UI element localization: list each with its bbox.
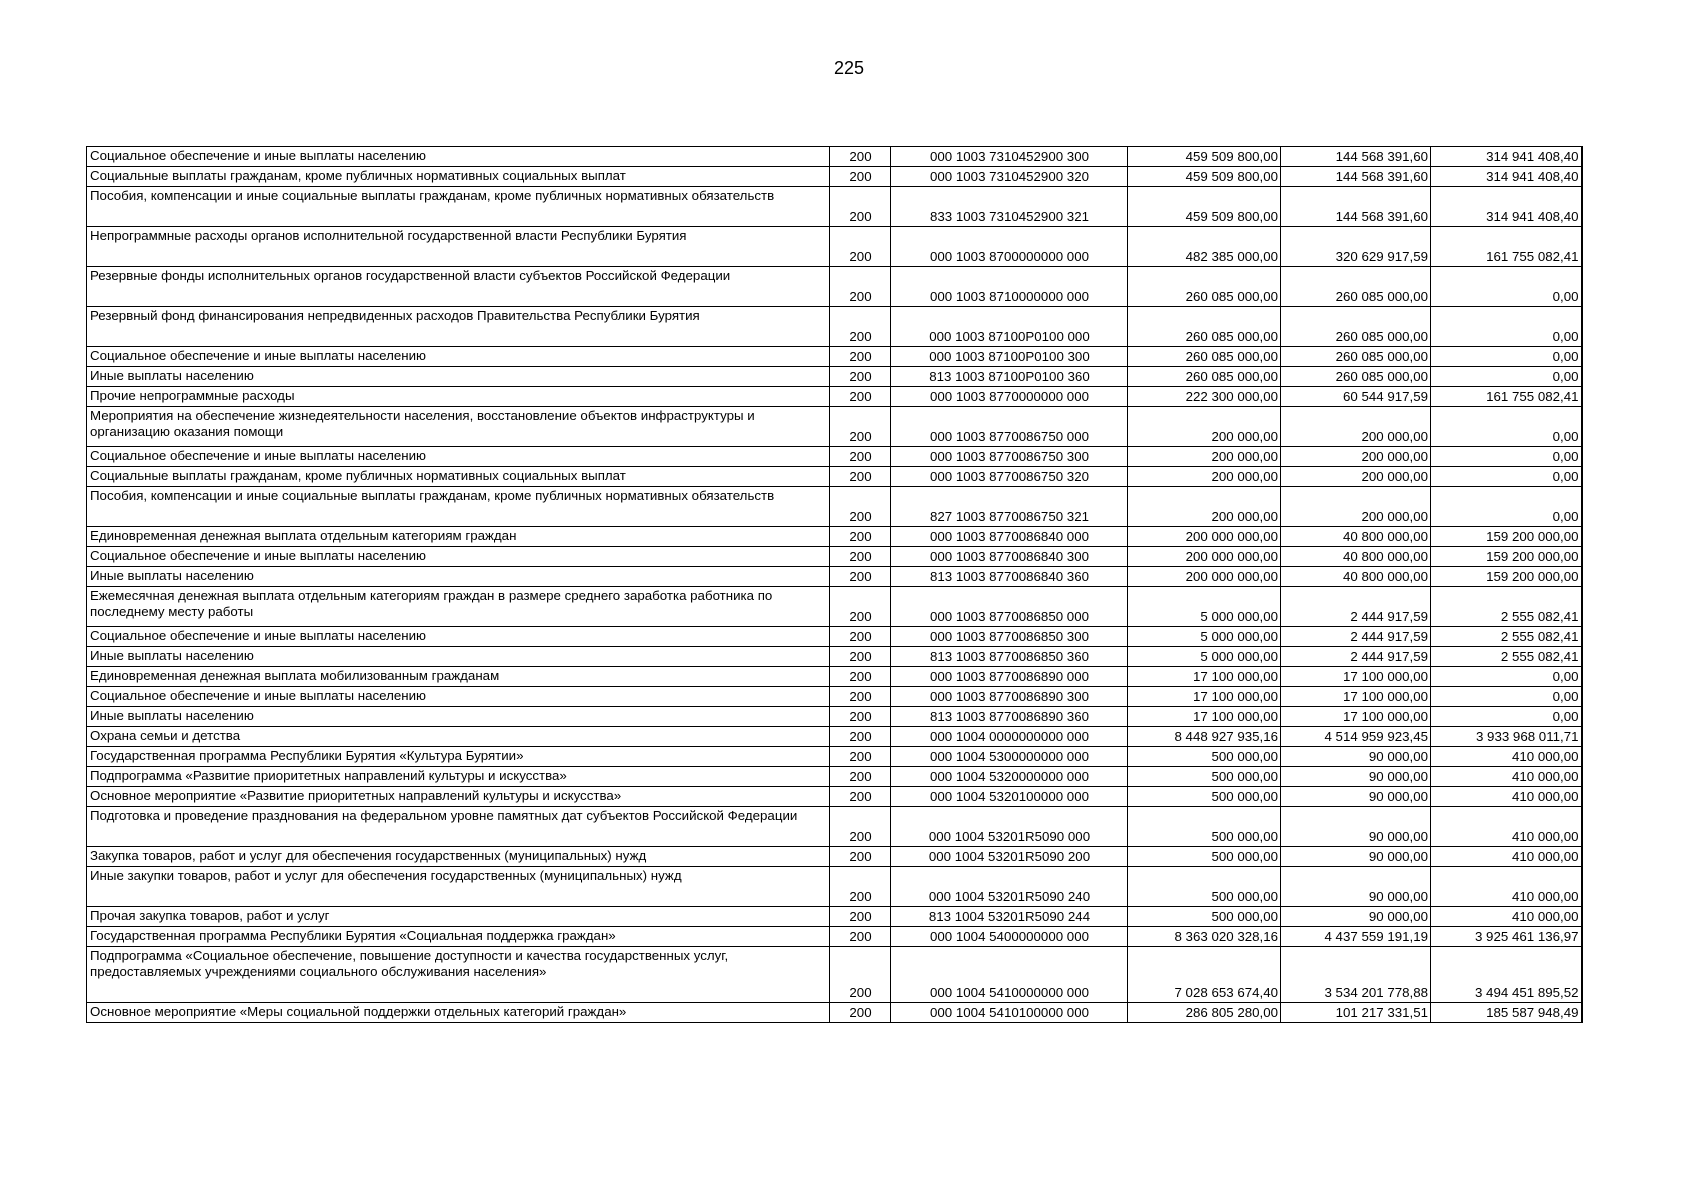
row-unexecuted-amount-cell: 0,00: [1431, 267, 1582, 307]
row-executed-amount-cell: 40 800 000,00: [1281, 527, 1431, 547]
row-budget-code-cell: 000 1003 7310452900 320: [891, 167, 1128, 187]
row-unexecuted-amount-cell: 314 941 408,40: [1431, 167, 1582, 187]
row-line-code-cell: 200: [830, 667, 891, 687]
row-name-cell: Единовременная денежная выплата мобилизованным гражданам: [87, 667, 830, 687]
row-name-cell: Социальные выплаты гражданам, кроме публичных нормативных социальных выплат: [87, 467, 830, 487]
row-budget-code-cell: 000 1003 8770086750 320: [891, 467, 1128, 487]
row-executed-amount-cell: 260 085 000,00: [1281, 347, 1431, 367]
row-unexecuted-amount-cell: 0,00: [1431, 467, 1582, 487]
row-budget-code-cell: 000 1003 8770000000 000: [891, 387, 1128, 407]
row-unexecuted-amount-cell: 159 200 000,00: [1431, 527, 1582, 547]
row-budget-code-cell: 000 1003 87100P0100 300: [891, 347, 1128, 367]
row-line-code-cell: 200: [830, 147, 891, 167]
row-line-code-cell: 200: [830, 407, 891, 447]
row-budget-code-cell: 000 1004 53201R5090 000: [891, 807, 1128, 847]
table-row: [87, 807, 1582, 847]
row-approved-amount-cell: 17 100 000,00: [1128, 667, 1281, 687]
table-row: [87, 907, 1582, 927]
row-approved-amount-cell: 8 448 927 935,16: [1128, 727, 1281, 747]
row-budget-code-cell: 000 1003 87100P0100 000: [891, 307, 1128, 347]
row-executed-amount-cell: 60 544 917,59: [1281, 387, 1431, 407]
row-name-cell: Резервный фонд финансирования непредвиденных расходов Правительства Республики Бурятия: [87, 307, 830, 347]
row-unexecuted-amount-cell: 0,00: [1431, 667, 1582, 687]
row-approved-amount-cell: 482 385 000,00: [1128, 227, 1281, 267]
row-approved-amount-cell: 200 000,00: [1128, 487, 1281, 527]
row-executed-amount-cell: 90 000,00: [1281, 907, 1431, 927]
row-unexecuted-amount-cell: 3 494 451 895,52: [1431, 947, 1582, 1003]
row-executed-amount-cell: 144 568 391,60: [1281, 167, 1431, 187]
row-approved-amount-cell: 459 509 800,00: [1128, 147, 1281, 167]
row-approved-amount-cell: 200 000 000,00: [1128, 567, 1281, 587]
row-budget-code-cell: 000 1003 8770086850 000: [891, 587, 1128, 627]
row-budget-code-cell: 000 1004 5300000000 000: [891, 747, 1128, 767]
row-approved-amount-cell: 500 000,00: [1128, 867, 1281, 907]
row-name-cell: Пособия, компенсации и иные социальные выплаты гражданам, кроме публичных нормативных обязательств: [87, 487, 830, 527]
row-unexecuted-amount-cell: 410 000,00: [1431, 867, 1582, 907]
row-unexecuted-amount-cell: 410 000,00: [1431, 747, 1582, 767]
row-budget-code-cell: 000 1003 8770086890 000: [891, 667, 1128, 687]
row-line-code-cell: 200: [830, 767, 891, 787]
table-row: [87, 727, 1582, 747]
row-budget-code-cell: 000 1004 5320000000 000: [891, 767, 1128, 787]
row-name-cell: Социальные выплаты гражданам, кроме публичных нормативных социальных выплат: [87, 167, 830, 187]
row-name-cell: Государственная программа Республики Бурятия «Социальная поддержка граждан»: [87, 927, 830, 947]
row-unexecuted-amount-cell: 410 000,00: [1431, 847, 1582, 867]
row-budget-code-cell: 000 1003 8770086840 000: [891, 527, 1128, 547]
table-row: [87, 767, 1582, 787]
row-line-code-cell: 200: [830, 747, 891, 767]
budget-execution-table: [86, 146, 1583, 1023]
row-unexecuted-amount-cell: 0,00: [1431, 447, 1582, 467]
row-line-code-cell: 200: [830, 387, 891, 407]
row-name-cell: Иные выплаты населению: [87, 567, 830, 587]
table-row: [87, 487, 1582, 527]
row-budget-code-cell: 813 1003 87100P0100 360: [891, 367, 1128, 387]
row-approved-amount-cell: 500 000,00: [1128, 767, 1281, 787]
row-name-cell: Подготовка и проведение празднования на федеральном уровне памятных дат субъектов Российской Федерации: [87, 807, 830, 847]
row-approved-amount-cell: 459 509 800,00: [1128, 187, 1281, 227]
row-line-code-cell: 200: [830, 687, 891, 707]
row-name-cell: Социальное обеспечение и иные выплаты населению: [87, 347, 830, 367]
row-executed-amount-cell: 90 000,00: [1281, 847, 1431, 867]
row-executed-amount-cell: 144 568 391,60: [1281, 187, 1431, 227]
row-line-code-cell: 200: [830, 647, 891, 667]
row-budget-code-cell: 813 1003 8770086890 360: [891, 707, 1128, 727]
row-approved-amount-cell: 260 085 000,00: [1128, 307, 1281, 347]
row-executed-amount-cell: 260 085 000,00: [1281, 367, 1431, 387]
row-name-cell: Прочая закупка товаров, работ и услуг: [87, 907, 830, 927]
row-executed-amount-cell: 4 514 959 923,45: [1281, 727, 1431, 747]
row-unexecuted-amount-cell: 0,00: [1431, 307, 1582, 347]
row-executed-amount-cell: 260 085 000,00: [1281, 267, 1431, 307]
row-unexecuted-amount-cell: 0,00: [1431, 367, 1582, 387]
row-name-cell: Государственная программа Республики Бурятия «Культура Бурятии»: [87, 747, 830, 767]
row-budget-code-cell: 827 1003 8770086750 321: [891, 487, 1128, 527]
row-budget-code-cell: 000 1003 7310452900 300: [891, 147, 1128, 167]
row-approved-amount-cell: 260 085 000,00: [1128, 347, 1281, 367]
table-row: [87, 367, 1582, 387]
row-line-code-cell: 200: [830, 487, 891, 527]
row-budget-code-cell: 000 1003 8700000000 000: [891, 227, 1128, 267]
row-approved-amount-cell: 500 000,00: [1128, 807, 1281, 847]
row-executed-amount-cell: 90 000,00: [1281, 867, 1431, 907]
row-line-code-cell: 200: [830, 347, 891, 367]
row-approved-amount-cell: 200 000 000,00: [1128, 547, 1281, 567]
table-row: [87, 927, 1582, 947]
table-row: [87, 347, 1582, 367]
table-row: [87, 947, 1582, 1003]
row-executed-amount-cell: 90 000,00: [1281, 807, 1431, 847]
row-executed-amount-cell: 90 000,00: [1281, 787, 1431, 807]
row-name-cell: Мероприятия на обеспечение жизнедеятельности населения, восстановление объектов инфраструктуры и организацию оказания помощи: [87, 407, 830, 447]
row-approved-amount-cell: 8 363 020 328,16: [1128, 927, 1281, 947]
row-unexecuted-amount-cell: 2 555 082,41: [1431, 587, 1582, 627]
row-approved-amount-cell: 200 000,00: [1128, 447, 1281, 467]
table-row: [87, 227, 1582, 267]
row-executed-amount-cell: 260 085 000,00: [1281, 307, 1431, 347]
row-name-cell: Единовременная денежная выплата отдельным категориям граждан: [87, 527, 830, 547]
table-row: [87, 787, 1582, 807]
table-row: [87, 627, 1582, 647]
row-budget-code-cell: 000 1003 8770086750 300: [891, 447, 1128, 467]
row-name-cell: Охрана семьи и детства: [87, 727, 830, 747]
row-line-code-cell: 200: [830, 267, 891, 307]
row-unexecuted-amount-cell: 314 941 408,40: [1431, 147, 1582, 167]
row-name-cell: Закупка товаров, работ и услуг для обеспечения государственных (муниципальных) нужд: [87, 847, 830, 867]
row-approved-amount-cell: 222 300 000,00: [1128, 387, 1281, 407]
row-executed-amount-cell: 90 000,00: [1281, 767, 1431, 787]
row-line-code-cell: 200: [830, 907, 891, 927]
row-executed-amount-cell: 101 217 331,51: [1281, 1003, 1431, 1023]
row-budget-code-cell: 000 1004 53201R5090 200: [891, 847, 1128, 867]
table-row: [87, 187, 1582, 227]
row-budget-code-cell: 833 1003 7310452900 321: [891, 187, 1128, 227]
row-unexecuted-amount-cell: 0,00: [1431, 347, 1582, 367]
row-unexecuted-amount-cell: 410 000,00: [1431, 907, 1582, 927]
table-row: [87, 407, 1582, 447]
row-line-code-cell: 200: [830, 467, 891, 487]
row-name-cell: Иные закупки товаров, работ и услуг для обеспечения государственных (муниципальных) нужд: [87, 867, 830, 907]
row-name-cell: Социальное обеспечение и иные выплаты населению: [87, 147, 830, 167]
row-line-code-cell: 200: [830, 927, 891, 947]
row-name-cell: Прочие непрограммные расходы: [87, 387, 830, 407]
row-approved-amount-cell: 17 100 000,00: [1128, 707, 1281, 727]
table-row: [87, 447, 1582, 467]
row-name-cell: Социальное обеспечение и иные выплаты населению: [87, 627, 830, 647]
table-row: [87, 267, 1582, 307]
row-executed-amount-cell: 2 444 917,59: [1281, 587, 1431, 627]
row-executed-amount-cell: 200 000,00: [1281, 487, 1431, 527]
row-line-code-cell: 200: [830, 447, 891, 467]
table-row: [87, 1003, 1582, 1023]
row-approved-amount-cell: 200 000,00: [1128, 467, 1281, 487]
row-line-code-cell: 200: [830, 787, 891, 807]
row-line-code-cell: 200: [830, 567, 891, 587]
row-approved-amount-cell: 260 085 000,00: [1128, 367, 1281, 387]
table-row: [87, 587, 1582, 627]
row-budget-code-cell: 813 1003 8770086840 360: [891, 567, 1128, 587]
row-budget-code-cell: 000 1004 5410100000 000: [891, 1003, 1128, 1023]
row-line-code-cell: 200: [830, 947, 891, 1003]
row-executed-amount-cell: 200 000,00: [1281, 467, 1431, 487]
table-row: [87, 167, 1582, 187]
table-row: [87, 467, 1582, 487]
row-budget-code-cell: 000 1004 53201R5090 240: [891, 867, 1128, 907]
row-executed-amount-cell: 4 437 559 191,19: [1281, 927, 1431, 947]
row-name-cell: Ежемесячная денежная выплата отдельным категориям граждан в размере среднего заработка работника по последнему месту работы: [87, 587, 830, 627]
row-approved-amount-cell: 500 000,00: [1128, 747, 1281, 767]
page-number: 225: [833, 58, 865, 78]
row-approved-amount-cell: 5 000 000,00: [1128, 587, 1281, 627]
row-budget-code-cell: 000 1004 0000000000 000: [891, 727, 1128, 747]
row-budget-code-cell: 000 1003 8770086840 300: [891, 547, 1128, 567]
table-row: [87, 307, 1582, 347]
row-line-code-cell: 200: [830, 367, 891, 387]
row-executed-amount-cell: 17 100 000,00: [1281, 687, 1431, 707]
row-budget-code-cell: 000 1004 5320100000 000: [891, 787, 1128, 807]
row-name-cell: Резервные фонды исполнительных органов государственной власти субъектов Российской Федерации: [87, 267, 830, 307]
row-name-cell: Иные выплаты населению: [87, 367, 830, 387]
row-approved-amount-cell: 459 509 800,00: [1128, 167, 1281, 187]
row-unexecuted-amount-cell: 2 555 082,41: [1431, 627, 1582, 647]
table-row: [87, 647, 1582, 667]
row-executed-amount-cell: 3 534 201 778,88: [1281, 947, 1431, 1003]
row-line-code-cell: 200: [830, 307, 891, 347]
row-unexecuted-amount-cell: 3 933 968 011,71: [1431, 727, 1582, 747]
row-executed-amount-cell: 40 800 000,00: [1281, 567, 1431, 587]
row-line-code-cell: 200: [830, 867, 891, 907]
row-budget-code-cell: 813 1004 53201R5090 244: [891, 907, 1128, 927]
row-unexecuted-amount-cell: 0,00: [1431, 487, 1582, 527]
table-row: [87, 667, 1582, 687]
table-row: [87, 147, 1582, 167]
row-unexecuted-amount-cell: 0,00: [1431, 707, 1582, 727]
row-unexecuted-amount-cell: 2 555 082,41: [1431, 647, 1582, 667]
row-line-code-cell: 200: [830, 227, 891, 267]
table-row: [87, 867, 1582, 907]
row-name-cell: Пособия, компенсации и иные социальные выплаты гражданам, кроме публичных нормативных обязательств: [87, 187, 830, 227]
row-name-cell: Подпрограмма «Развитие приоритетных направлений культуры и искусства»: [87, 767, 830, 787]
row-approved-amount-cell: 7 028 653 674,40: [1128, 947, 1281, 1003]
row-unexecuted-amount-cell: 185 587 948,49: [1431, 1003, 1582, 1023]
row-line-code-cell: 200: [830, 707, 891, 727]
row-approved-amount-cell: 500 000,00: [1128, 847, 1281, 867]
row-unexecuted-amount-cell: 161 755 082,41: [1431, 227, 1582, 267]
table-row: [87, 547, 1582, 567]
row-unexecuted-amount-cell: 3 925 461 136,97: [1431, 927, 1582, 947]
row-approved-amount-cell: 5 000 000,00: [1128, 647, 1281, 667]
row-name-cell: Основное мероприятие «Меры социальной поддержки отдельных категорий граждан»: [87, 1003, 830, 1023]
table-row: [87, 567, 1582, 587]
row-name-cell: Социальное обеспечение и иные выплаты населению: [87, 547, 830, 567]
row-executed-amount-cell: 144 568 391,60: [1281, 147, 1431, 167]
table-row: [87, 527, 1582, 547]
row-budget-code-cell: 000 1003 8770086890 300: [891, 687, 1128, 707]
table-row: [87, 387, 1582, 407]
row-line-code-cell: 200: [830, 1003, 891, 1023]
row-budget-code-cell: 813 1003 8770086850 360: [891, 647, 1128, 667]
row-name-cell: Основное мероприятие «Развитие приоритетных направлений культуры и искусства»: [87, 787, 830, 807]
row-approved-amount-cell: 17 100 000,00: [1128, 687, 1281, 707]
row-executed-amount-cell: 40 800 000,00: [1281, 547, 1431, 567]
row-executed-amount-cell: 90 000,00: [1281, 747, 1431, 767]
row-approved-amount-cell: 5 000 000,00: [1128, 627, 1281, 647]
row-executed-amount-cell: 2 444 917,59: [1281, 627, 1431, 647]
table-row: [87, 847, 1582, 867]
row-executed-amount-cell: 200 000,00: [1281, 447, 1431, 467]
table-row: [87, 747, 1582, 767]
row-line-code-cell: 200: [830, 627, 891, 647]
row-executed-amount-cell: 2 444 917,59: [1281, 647, 1431, 667]
row-unexecuted-amount-cell: 161 755 082,41: [1431, 387, 1582, 407]
row-line-code-cell: 200: [830, 167, 891, 187]
row-executed-amount-cell: 17 100 000,00: [1281, 667, 1431, 687]
row-executed-amount-cell: 200 000,00: [1281, 407, 1431, 447]
row-line-code-cell: 200: [830, 847, 891, 867]
row-name-cell: Социальное обеспечение и иные выплаты населению: [87, 447, 830, 467]
table-row: [87, 707, 1582, 727]
row-unexecuted-amount-cell: 0,00: [1431, 407, 1582, 447]
row-budget-code-cell: 000 1003 8710000000 000: [891, 267, 1128, 307]
row-line-code-cell: 200: [830, 547, 891, 567]
row-line-code-cell: 200: [830, 187, 891, 227]
row-unexecuted-amount-cell: 159 200 000,00: [1431, 547, 1582, 567]
row-name-cell: Социальное обеспечение и иные выплаты населению: [87, 687, 830, 707]
row-budget-code-cell: 000 1004 5400000000 000: [891, 927, 1128, 947]
row-unexecuted-amount-cell: 410 000,00: [1431, 787, 1582, 807]
row-approved-amount-cell: 500 000,00: [1128, 787, 1281, 807]
row-name-cell: Подпрограмма «Социальное обеспечение, повышение доступности и качества государственных услуг, предоставляемых учреждениями социального обслуживания населения»: [87, 947, 830, 1003]
row-approved-amount-cell: 500 000,00: [1128, 907, 1281, 927]
table-row: [87, 687, 1582, 707]
row-executed-amount-cell: 17 100 000,00: [1281, 707, 1431, 727]
row-unexecuted-amount-cell: 0,00: [1431, 687, 1582, 707]
row-unexecuted-amount-cell: 410 000,00: [1431, 807, 1582, 847]
row-approved-amount-cell: 200 000 000,00: [1128, 527, 1281, 547]
row-budget-code-cell: 000 1003 8770086850 300: [891, 627, 1128, 647]
row-line-code-cell: 200: [830, 527, 891, 547]
row-name-cell: Иные выплаты населению: [87, 707, 830, 727]
row-line-code-cell: 200: [830, 807, 891, 847]
row-unexecuted-amount-cell: 159 200 000,00: [1431, 567, 1582, 587]
row-line-code-cell: 200: [830, 587, 891, 627]
row-approved-amount-cell: 260 085 000,00: [1128, 267, 1281, 307]
row-name-cell: Непрограммные расходы органов исполнительной государственной власти Республики Бурятия: [87, 227, 830, 267]
row-executed-amount-cell: 320 629 917,59: [1281, 227, 1431, 267]
row-unexecuted-amount-cell: 410 000,00: [1431, 767, 1582, 787]
row-approved-amount-cell: 200 000,00: [1128, 407, 1281, 447]
row-budget-code-cell: 000 1004 5410000000 000: [891, 947, 1128, 1003]
row-budget-code-cell: 000 1003 8770086750 000: [891, 407, 1128, 447]
row-line-code-cell: 200: [830, 727, 891, 747]
row-approved-amount-cell: 286 805 280,00: [1128, 1003, 1281, 1023]
row-name-cell: Иные выплаты населению: [87, 647, 830, 667]
row-unexecuted-amount-cell: 314 941 408,40: [1431, 187, 1582, 227]
